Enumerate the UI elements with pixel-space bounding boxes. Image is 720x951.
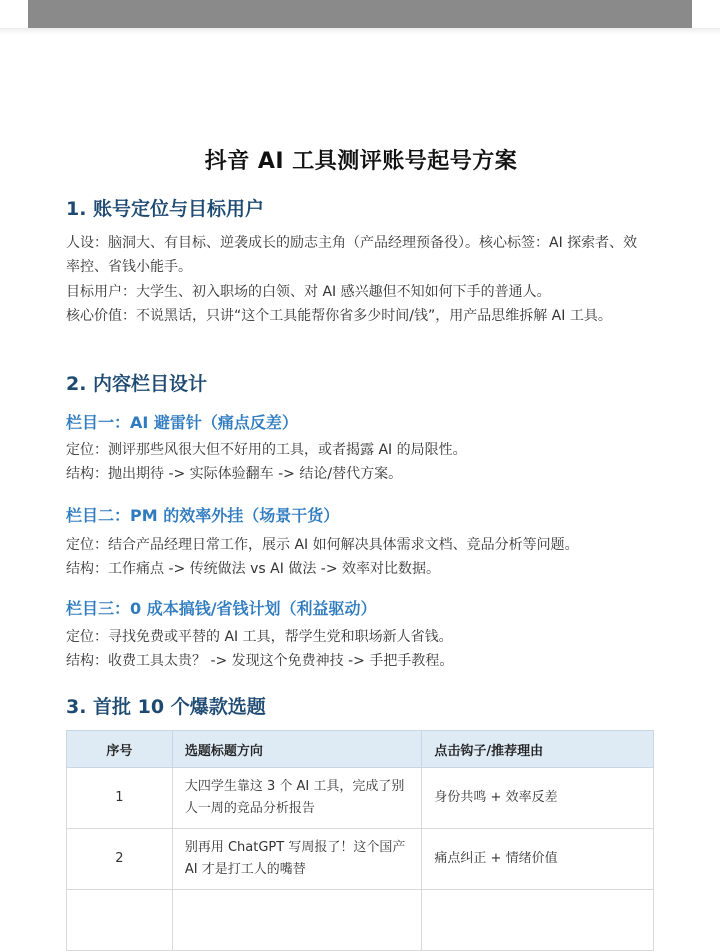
table-row (67, 768, 654, 829)
section-3-heading: 3. 首批 10 个爆款选题 (66, 696, 266, 718)
viewer-top-bar (28, 0, 692, 28)
section-1-target-users: 目标用户：大学生、初入职场的白领、对 AI 感兴趣但不知如何下手的普通人。 (66, 284, 551, 300)
section-2-heading: 2. 内容栏目设计 (66, 373, 208, 395)
topics-table (66, 730, 654, 951)
column-3-heading: 栏目三：0 成本搞钱/省钱计划（利益驱动） (66, 599, 377, 618)
cell-empty (422, 890, 654, 951)
cell-empty (172, 890, 422, 951)
column-1-position: 定位：测评那些风很大但不好用的工具，或者揭露 AI 的局限性。 (66, 442, 467, 458)
table-header-row (67, 731, 654, 768)
column-1-structure: 结构：抛出期待 -> 实际体验翻车 -> 结论/替代方案。 (66, 466, 403, 482)
cell-topic: 大四学生靠这 3 个 AI 工具，完成了别人一周的竞品分析报告 (172, 768, 422, 829)
table-row (67, 829, 654, 890)
column-1-heading: 栏目一：AI 避雷针（痛点反差） (66, 413, 298, 432)
cell-index: 1 (67, 768, 173, 829)
cell-hook: 痛点纠正 + 情绪价值 (422, 829, 654, 890)
cell-empty (67, 890, 173, 951)
table-row-partial (67, 890, 654, 951)
column-3-position: 定位：寻找免费或平替的 AI 工具，帮学生党和职场新人省钱。 (66, 629, 453, 645)
column-2-structure: 结构：工作痛点 -> 传统做法 vs AI 做法 -> 效率对比数据。 (66, 561, 440, 577)
header-hook: 点击钩子/推荐理由 (422, 731, 654, 768)
section-1-persona: 人设：脑洞大、有目标、逆袭成长的励志主角（产品经理预备役）。核心标签：AI 探索者、效率控、省钱小能手。 (66, 235, 638, 275)
column-2-heading: 栏目二：PM 的效率外挂（场景干货） (66, 506, 340, 525)
section-1-core-value: 核心价值：不说黑话，只讲“这个工具能帮你省多少时间/钱”，用产品思维拆解 AI 工具。 (66, 308, 612, 324)
header-topic: 选题标题方向 (172, 731, 422, 768)
column-3-structure: 结构：收费工具太贵？ -> 发现这个免费神技 -> 手把手教程。 (66, 653, 454, 669)
cell-hook: 身份共鸣 + 效率反差 (422, 768, 654, 829)
column-2-position: 定位：结合产品经理日常工作，展示 AI 如何解决具体需求文档、竞品分析等问题。 (66, 537, 579, 553)
header-index: 序号 (67, 731, 173, 768)
document-title: 抖音 AI 工具测评账号起号方案 (204, 149, 518, 174)
section-1-heading: 1. 账号定位与目标用户 (66, 198, 265, 220)
cell-index: 2 (67, 829, 173, 890)
cell-topic: 别再用 ChatGPT 写周报了！这个国产 AI 才是打工人的嘴替 (172, 829, 422, 890)
viewer-top-shadow (0, 28, 720, 34)
